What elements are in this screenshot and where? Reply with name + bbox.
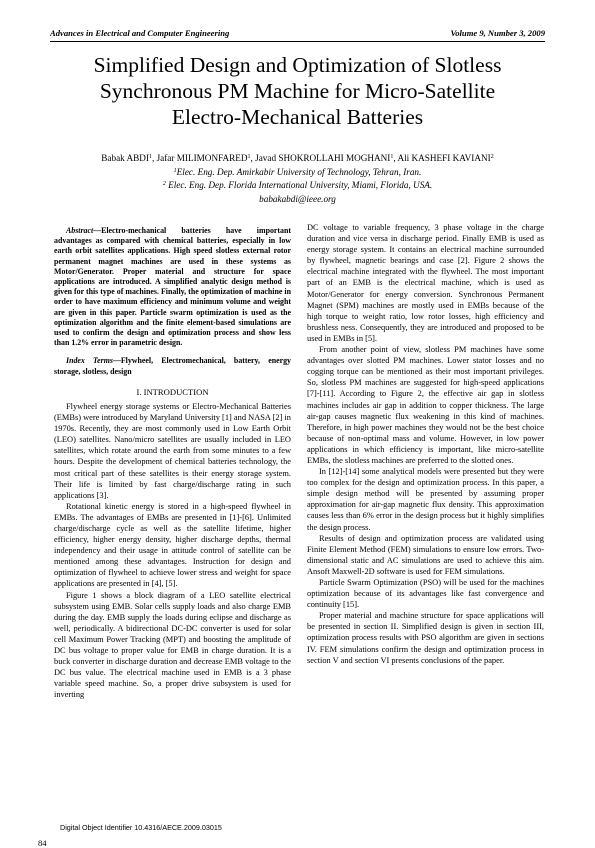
paper-title (50, 52, 545, 130)
index-terms (54, 356, 291, 376)
author-4-sup: 2 (490, 154, 494, 160)
title-line-1: Simplified Design and Optimization of Slotless (93, 53, 502, 77)
author-3: , Javad SHOKROLLAHI MOGHANI (250, 153, 391, 163)
journal-name: Advances in Electrical and Computer Engineering (50, 28, 230, 38)
aff-1-sup: 1 (173, 167, 177, 174)
abstract-text: —Electro-mechanical batteries have important advantages as compared with chemical batteries, especially in low earth orbit satellites applications. High speed slotless external rotor permanent magnet machines are used in these systems as Motor/Generator. Proper material and structure for space applications are introduced. A simplified analytic design method is given for this type of machines. Finally, the optimization of machine in order to have maximum efficiency and minimum volume and weight are given in this paper. Particle swarm optimization is used as the optimization algorithm and the finite element-based simulations are used to confirm the design and optimization process and show less than 1.2% error in parametric design. (54, 226, 291, 348)
aff-2-sup: 2 (162, 181, 166, 187)
index-terms-lead: Index Terms (66, 356, 113, 366)
page-number: 84 (38, 838, 47, 848)
paragraph: DC voltage to variable frequency, 3 phase voltage in the charge duration and vice versa in discharge period. Finally EMB is used as energy storage system. It contains an electrical machine surrounded by flywheel, magnetic bearings and case [2]. Figure 2 shows the electrical machine integrated with the flywheel. The most important part of an EMB is the electrical machine, which is used as Motor/Generator for energy conversion. Synchronous Permanent Magnet (SPM) machines are mostly used in EMBs because of the high torque to weight ratio, low rotor losses, high efficiency and brushless ness. Consequently, they are introduced and proposed to be used in EMBs in [5]. (307, 223, 544, 343)
doi-footnote: Digital Object Identifier 10.4316/AECE.2009.03015 (60, 823, 222, 832)
author-1: Babak ABDI (101, 153, 149, 163)
index-terms-text: —Flywheel, Electromechanical, battery, energy storage, slotless, design (54, 356, 291, 376)
affiliation-1 (50, 166, 545, 180)
volume-info: Volume 9, Number 3, 2009 (450, 28, 545, 38)
title-line-2: Synchronous PM Machine for Micro-Satellite (99, 79, 496, 103)
aff-2-text: Elec. Eng. Dep. Florida International University, Miami, Florida, USA. (165, 180, 433, 190)
author-list (50, 152, 545, 166)
paragraph: Rotational kinetic energy is stored in a high-speed flywheel in EMBs. The advantages of EMBs are presented in [1]-[6]. Unlimited charge/discharge cycle as well as the satellite lifetime, higher efficiency, higher energy density, higher discharge depths, thermal independency and their usage in attitude control of satellite can be mentioned among these advantages. Instruction for design and optimization of flywheel to achieve lower stress and weight for space applications are presented in [4], [5]. (54, 501, 291, 589)
author-block (50, 152, 545, 206)
header-rule (50, 41, 545, 42)
author-4: , Ali KASHEFI KAVIANI (393, 153, 491, 163)
section-heading-introduction: I. INTRODUCTION (136, 386, 209, 397)
paragraph: Proper material and machine structure for space applications will be presented in section II. Simplified design is given in section III, optimization process results with PSO algorithm are given in sections IV. FEM simulations confirm the design and optimization process in section V and section VI presents conclusions of the paper. (307, 611, 544, 665)
paragraph: From another point of view, slotless PM machines have some advantages over slotted PM machines. Lower stator losses and no cogging torque can be mentioned as their most important privileges. So, slotless PM machines are suggested for high-speed applications [7]-[11]. According to Figure 2, the effective air gap in slotless machines includes air gap in addition to copper thickness. The large air-gap causes magnetic flux weakening in this kind of machines. Therefore, in high power machines they would not be the best choice because of non-optimal mass and volume. However, in low power applications in which efficiency is important, like micro-satellite EMBs, the slotless machines are preferred to the slotted ones. (307, 345, 544, 465)
paragraph: Figure 1 shows a block diagram of a LEO satellite electrical subsystem using EMB. Solar cells supply loads and also charge EMB during the day. EMB supply the loads during eclipse and discharge as well, periodically. A bidirectional DC-DC converter is used for solar cell Maximum Power Tracking (MPT) and boosting the amplitude of DC bus voltage to proper value for EMB in charge duration. It is a buck converter in discharge duration and decrease EMB voltage to the DC bus value. The electrical machine used in EMB is a 3 phase variable speed machine. So, a proper drive subsystem is used for inverting (54, 590, 291, 700)
left-column (54, 226, 291, 700)
affiliation-2 (50, 179, 545, 193)
author-email[interactable]: babakabdi@ieee.org (259, 193, 336, 204)
title-line-3: Electro-Mechanical Batteries (171, 105, 424, 129)
paragraph: In [12]-[14] some analytical models were presented but they were too complex for the design and optimization process. In this paper, a simple design method will be presented by assuming proper approximation for air-gap magnetic flux density. This approximation causes less than 6% error in the design process but it highly simplifies the design process. (307, 467, 544, 532)
aff-1-text: Elec. Eng. Dep. Amirkabir University of Technology, Tehran, Iran. (176, 166, 422, 177)
abstract (54, 226, 291, 348)
abstract-lead: Abstract (66, 226, 94, 235)
running-header (50, 28, 545, 38)
author-1-sup: 1 (149, 154, 152, 160)
author-2-sup: 1 (247, 154, 251, 160)
author-2: , Jafar MILIMONFARED (152, 153, 248, 163)
paragraph: Flywheel energy storage systems or Electro-Mechanical Batteries (EMBs) were introduced by Maryland University [1] and NASA [2] in 1970s. Recently, they are most commonly used in Low Earth Orbit (LEO) satellites. Nano/micro satellites are usually included in LEO satellites, which rotate around the earth from some minutes to a few hours. Despite the development of chemical batteries technology, the most critical part of these satellites is their energy storage system. Their life is limited by fast charge/discharge rating in such applications [3]. (54, 401, 291, 500)
right-column (307, 222, 544, 666)
author-3-sup: 1 (390, 154, 394, 160)
paragraph: Particle Swarm Optimization (PSO) will be used for the machines optimization because of its advantages like fast convergence and continuity [15]. (307, 578, 544, 610)
paragraph: Results of design and optimization process are validated using Finite Element Method (FEM) simulations to ensure low errors. Two-dimensional static and AC simulations are used to achieve this aim. Ansoft Maxwell-2D software is used for FEM simulations. (307, 533, 544, 576)
